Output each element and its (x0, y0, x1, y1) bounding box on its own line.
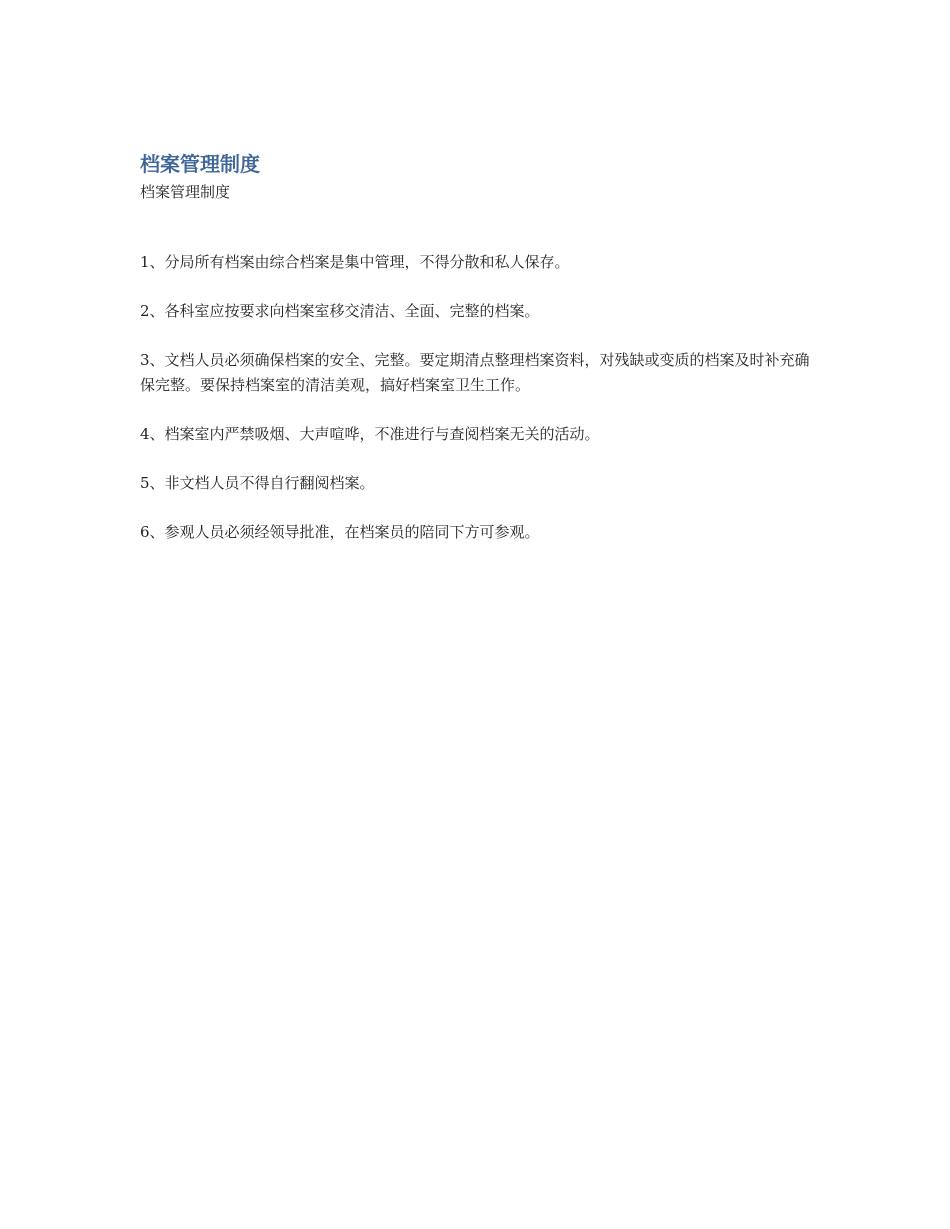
document-subtitle: 档案管理制度 (140, 183, 231, 201)
rule-item-4: 4、档案室内严禁吸烟、大声喧哗，不准进行与查阅档案无关的活动。 (140, 425, 600, 443)
rule-item-6: 6、参观人员必须经领导批准，在档案员的陪同下方可参观。 (140, 523, 540, 541)
rule-item-3: 3、文档人员必须确保档案的安全、完整。要定期清点整理档案资料，对残缺或变质的档案及时补充确保完整。要保持档案室的清洁美观，搞好档案室卫生工作。 (140, 351, 810, 394)
document-title: 档案管理制度 (140, 152, 260, 176)
rule-item-5: 5、非文档人员不得自行翻阅档案。 (140, 474, 375, 492)
rules-list (140, 250, 810, 545)
rule-item-2: 2、各科室应按要求向档案室移交清洁、全面、完整的档案。 (140, 302, 540, 320)
rule-item-1: 1、分局所有档案由综合档案是集中管理，不得分散和私人保存。 (140, 253, 570, 271)
document-page (140, 148, 810, 569)
